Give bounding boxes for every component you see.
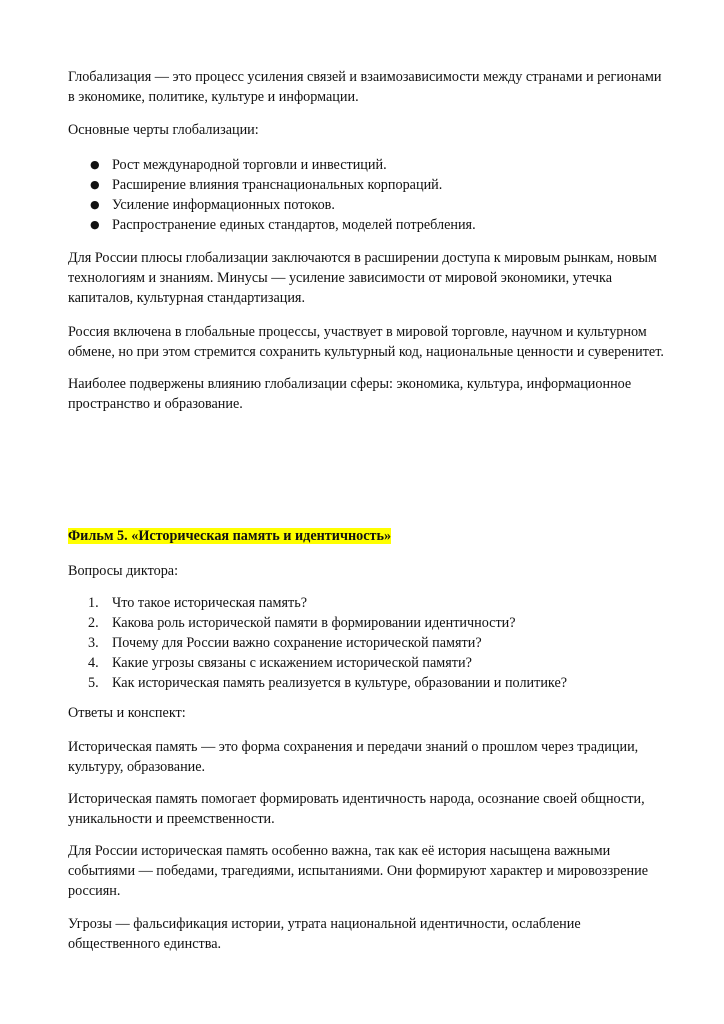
questions-title: Вопросы диктора:	[68, 563, 179, 579]
bullet-icon: ●	[90, 178, 100, 191]
list-item: 2. Какова роль исторической памяти в формировании идентичности?	[88, 615, 516, 631]
list-item: 1. Что такое историческая память?	[88, 595, 308, 611]
russia-role-paragraph: Россия включена в глобальные процессы, участвует в мировой торговле, научном и культурном обмене, но при этом стремится сохранить культурный код, национальные ценности и суверенитет.	[68, 324, 664, 360]
bullet-icon: ●	[90, 158, 100, 171]
features-title: Основные черты глобализации:	[68, 122, 259, 138]
pros-cons-paragraph: Для России плюсы глобализации заключаются в расширении доступа к мировым рынкам, новым технологиям и знаниям. Минусы — усиление зависимости от мировой экономики, утечка капиталов, культурная стандартизация.	[68, 250, 657, 306]
answer-paragraph-1: Историческая память — это форма сохранения и передачи знаний о прошлом через традиции, культуру, образование.	[68, 739, 639, 775]
list-item: ● Рост международной торговли и инвестиций.	[90, 157, 387, 173]
features-list	[68, 155, 668, 235]
film-heading: Фильм 5. «Историческая память и идентичность»	[68, 528, 392, 544]
list-item: 4. Какие угрозы связаны с искажением исторической памяти?	[88, 655, 472, 671]
list-item: ● Усиление информационных потоков.	[90, 197, 335, 213]
globalization-definition: Глобализация — это процесс усиления связей и взаимозависимости между странами и регионами в экономике, политике, культуре и информации.	[68, 69, 662, 105]
list-item: 3. Почему для России важно сохранение исторической памяти?	[88, 635, 482, 651]
answer-paragraph-4: Угрозы — фальсификация истории, утрата национальной идентичности, ослабление общественного единства.	[68, 916, 581, 952]
list-item: ● Распространение единых стандартов, моделей потребления.	[90, 217, 476, 233]
questions-list	[68, 593, 668, 693]
spheres-paragraph: Наиболее подвержены влиянию глобализации сферы: экономика, культура, информационное пространство и образование.	[68, 376, 632, 412]
list-item: 5. Как историческая память реализуется в культуре, образовании и политике?	[88, 675, 568, 691]
answers-title: Ответы и конспект:	[68, 705, 186, 721]
answer-paragraph-3: Для России историческая память особенно важна, так как её история насыщена важными событиями — победами, трагедиями, испытаниями. Они формируют характер и мировоззрение россиян.	[68, 843, 649, 899]
list-item: ● Расширение влияния транснациональных корпораций.	[90, 177, 443, 193]
bullet-icon: ●	[90, 218, 100, 231]
bullet-icon: ●	[90, 198, 100, 211]
answer-paragraph-2: Историческая память помогает формировать идентичность народа, осознание своей общности, уникальности и преемственности.	[68, 791, 645, 827]
section-heading-wrapper	[68, 526, 668, 546]
